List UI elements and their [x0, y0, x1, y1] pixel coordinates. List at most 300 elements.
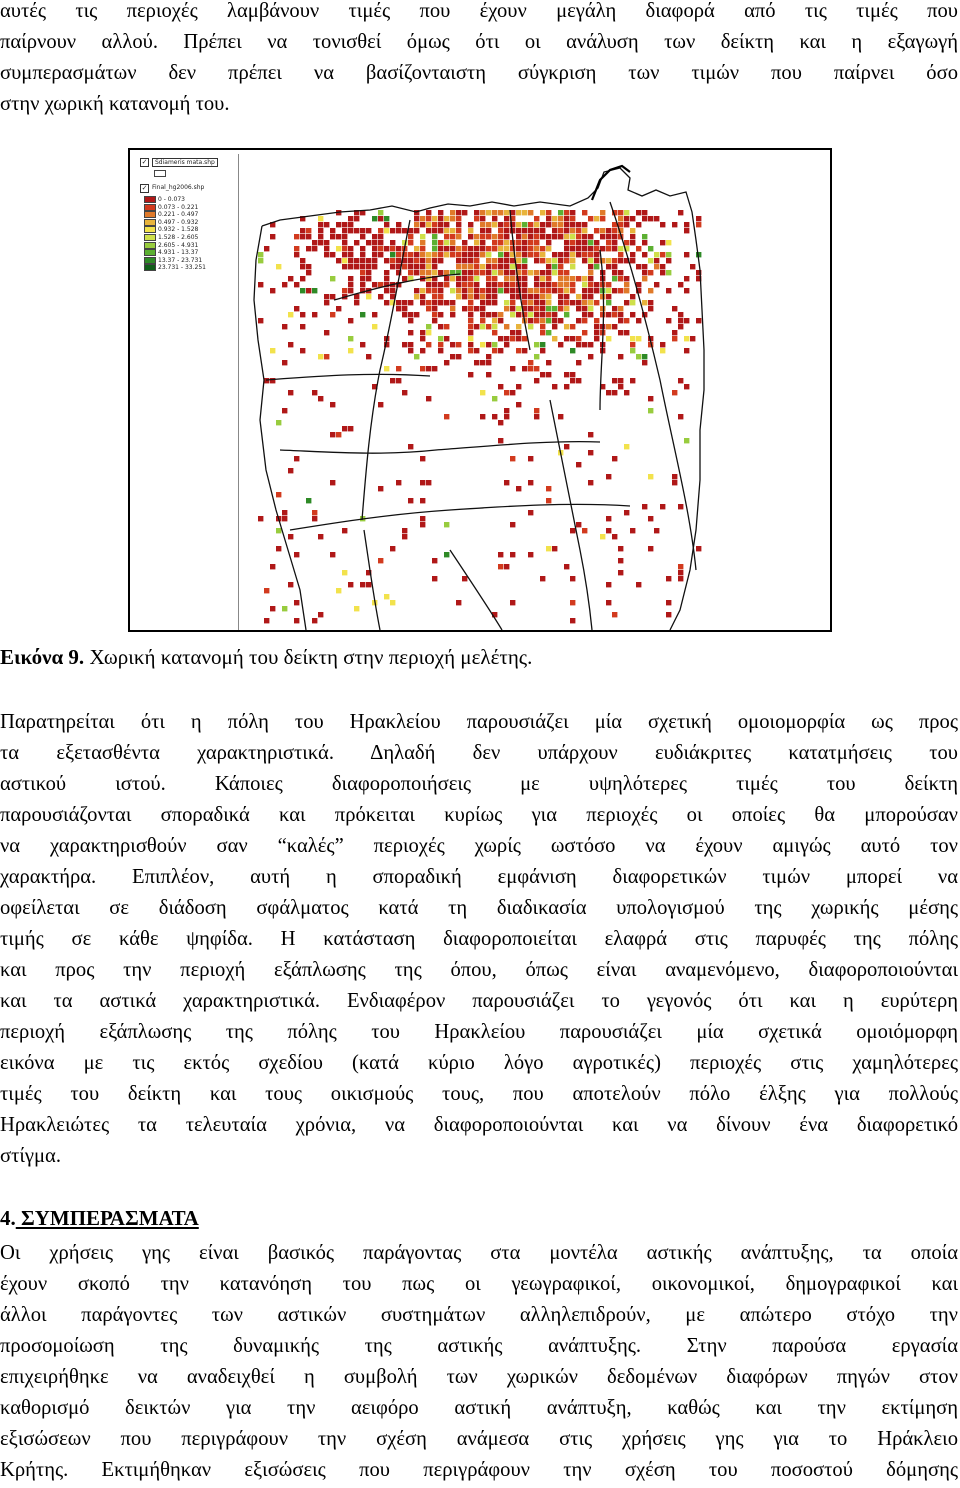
map-cell	[534, 414, 539, 419]
map-cell	[444, 414, 449, 419]
map-cell	[588, 240, 593, 245]
map-cell	[492, 258, 497, 263]
map-cell	[510, 288, 515, 293]
map-cell	[642, 360, 647, 365]
map-cell	[618, 546, 623, 551]
map-cell	[594, 324, 599, 329]
map-cell	[618, 246, 623, 251]
map-cell	[258, 258, 263, 263]
map-cell	[444, 552, 449, 557]
map-cell	[666, 258, 671, 263]
map-cell	[468, 270, 473, 275]
map-cell	[402, 300, 407, 305]
map-cell	[474, 324, 479, 329]
map-cell	[462, 282, 467, 287]
map-cell	[270, 606, 275, 611]
map-cell	[576, 378, 581, 383]
road-line	[450, 550, 502, 630]
map-cell	[540, 348, 545, 353]
map-cell	[450, 240, 455, 245]
map-cell	[390, 288, 395, 293]
map-cell	[318, 396, 323, 401]
text-line: τα εξετασθέντα χαρακτηριστικά. Δηλαδή δεν υπάρχουν ευδιάκριτες κατατμήσεις του	[0, 742, 958, 764]
map-cell	[378, 558, 383, 563]
map-cell	[492, 216, 497, 221]
map-cell	[618, 378, 623, 383]
map-cell	[360, 234, 365, 239]
map-cell	[534, 366, 539, 371]
map-cell	[414, 222, 419, 227]
map-cell	[318, 234, 323, 239]
map-cell	[582, 318, 587, 323]
map-cell	[414, 354, 419, 359]
map-cell	[606, 312, 611, 317]
map-cell	[618, 558, 623, 563]
map-cell	[390, 252, 395, 257]
map-cell	[342, 426, 347, 431]
map-cell	[546, 498, 551, 503]
map-cell	[582, 312, 587, 317]
map-cell	[456, 264, 461, 269]
map-cell	[588, 312, 593, 317]
map-cell	[438, 288, 443, 293]
map-cell	[582, 342, 587, 347]
map-cell	[288, 468, 293, 473]
map-cell	[534, 270, 539, 275]
text-line: Κρήτης. Εκτιμήθηκαν εξισώσεις που περιγράφουν την σχέση του ποσοστού δόμησης	[0, 1459, 958, 1481]
map-cell	[474, 258, 479, 263]
map-cell	[648, 306, 653, 311]
map-cell	[474, 216, 479, 221]
map-cell	[570, 528, 575, 533]
map-cell	[480, 240, 485, 245]
map-cell	[630, 258, 635, 263]
map-cell	[570, 378, 575, 383]
checkbox-icon[interactable]: ✓	[141, 184, 148, 192]
map-cell	[450, 216, 455, 221]
map-cell	[612, 612, 617, 617]
map-cell	[258, 282, 263, 287]
map-cell	[528, 312, 533, 317]
map-cell	[642, 354, 647, 359]
map-cell	[552, 324, 557, 329]
map-cell	[552, 282, 557, 287]
legend-label: 1.528 - 2.605	[158, 234, 199, 241]
map-cell	[474, 288, 479, 293]
map-cell	[690, 336, 695, 341]
map-cell	[624, 330, 629, 335]
map-cell	[612, 258, 617, 263]
map-cell	[678, 282, 683, 287]
map-cell	[342, 252, 347, 257]
map-cell	[534, 252, 539, 257]
map-cell	[546, 546, 551, 551]
map-cell	[504, 480, 509, 485]
map-cell	[540, 330, 545, 335]
map-cell	[612, 246, 617, 251]
map-cell	[582, 294, 587, 299]
map-cell	[426, 330, 431, 335]
map-cell	[474, 348, 479, 353]
map-cell	[516, 252, 521, 257]
map-cell	[552, 258, 557, 263]
map-cell	[330, 234, 335, 239]
map-cell	[426, 270, 431, 275]
checkbox-icon[interactable]: ✓	[141, 158, 148, 166]
map-cell	[372, 324, 377, 329]
map-cell	[294, 600, 299, 605]
map-cell	[372, 234, 377, 239]
map-cell	[516, 330, 521, 335]
map-cell	[456, 222, 461, 227]
map-cell	[552, 264, 557, 269]
map-cell	[624, 210, 629, 215]
map-cell	[432, 312, 437, 317]
map-cell	[474, 264, 479, 269]
map-cell	[672, 336, 677, 341]
map-cell	[510, 366, 515, 371]
map-cell	[384, 276, 389, 281]
map-cell	[510, 276, 515, 281]
text-line: στίγμα.	[0, 1145, 61, 1167]
map-cell	[528, 294, 533, 299]
map-cell	[348, 246, 353, 251]
map-cell	[438, 270, 443, 275]
map-cell	[540, 288, 545, 293]
map-cell	[582, 330, 587, 335]
map-cell	[336, 222, 341, 227]
map-cell	[336, 432, 341, 437]
map-cell	[630, 312, 635, 317]
map-cell	[546, 234, 551, 239]
map-cell	[648, 300, 653, 305]
text-line: περιοχή εξάπλωσης της πόλης του Ηρακλείου παρουσιάζει μία σχετικά ομοιόμορφη	[0, 1021, 958, 1043]
map-cell	[642, 234, 647, 239]
map-cell	[558, 300, 563, 305]
map-cell	[510, 330, 515, 335]
map-cell	[486, 360, 491, 365]
map-cell	[318, 222, 323, 227]
map-cell	[288, 342, 293, 347]
map-cell	[462, 246, 467, 251]
map-cell	[402, 528, 407, 533]
map-cell	[648, 408, 653, 413]
map-cell	[660, 240, 665, 245]
map-cell	[528, 288, 533, 293]
map-cell	[624, 300, 629, 305]
map-cell	[396, 300, 401, 305]
map-cell	[282, 360, 287, 365]
map-cell	[534, 318, 539, 323]
map-cell	[384, 228, 389, 233]
text-line: παίρνουν αλλού. Πρέπει να τονισθεί όμως ότι οι ανάλυση των δείκτη και η εξαγωγή	[0, 31, 958, 53]
map-cell	[648, 216, 653, 221]
text-line: καθορισμό δεικτών για την αειφόρο αστική ανάπτυξη, καθώς και την εκτίμηση	[0, 1397, 958, 1419]
map-cell	[450, 276, 455, 281]
map-cell	[522, 300, 527, 305]
map-cell	[498, 312, 503, 317]
map-cell	[372, 258, 377, 263]
map-cell	[450, 312, 455, 317]
map-cell	[456, 234, 461, 239]
map-cell	[462, 576, 467, 581]
map-cell	[570, 210, 575, 215]
map-cell	[534, 258, 539, 263]
map-cell	[486, 258, 491, 263]
map-cell	[390, 240, 395, 245]
map-cell	[420, 336, 425, 341]
map-cell	[588, 246, 593, 251]
map-cell	[486, 234, 491, 239]
map-cell	[606, 390, 611, 395]
map-cell	[300, 348, 305, 353]
map-cell	[534, 300, 539, 305]
map-cell	[312, 390, 317, 395]
map-cell	[612, 288, 617, 293]
map-cell	[426, 306, 431, 311]
map-cell	[408, 312, 413, 317]
map-cell	[534, 282, 539, 287]
map-cell	[516, 348, 521, 353]
map-cell	[666, 288, 671, 293]
map-cell	[558, 222, 563, 227]
map-cell	[672, 474, 677, 479]
map-cell	[528, 480, 533, 485]
map-cell	[510, 456, 515, 461]
map-cell	[696, 216, 701, 221]
map-cell	[396, 222, 401, 227]
map-cell	[348, 288, 353, 293]
map-cell	[378, 294, 383, 299]
map-cell	[468, 348, 473, 353]
map-cell	[312, 288, 317, 293]
map-cell	[516, 258, 521, 263]
map-cell	[516, 222, 521, 227]
map-cell	[372, 282, 377, 287]
map-cell	[558, 288, 563, 293]
map-cell	[504, 300, 509, 305]
map-cell	[492, 234, 497, 239]
map-cell	[426, 282, 431, 287]
map-cell	[396, 378, 401, 383]
map-cell	[612, 228, 617, 233]
map-cell	[558, 216, 563, 221]
map-cell	[384, 366, 389, 371]
map-cell	[456, 246, 461, 251]
map-cell	[552, 318, 557, 323]
map-cell	[642, 276, 647, 281]
map-cell	[576, 234, 581, 239]
map-cell	[588, 282, 593, 287]
map-cell	[654, 528, 659, 533]
map-cell	[570, 222, 575, 227]
map-cell	[342, 246, 347, 251]
map-cell	[462, 258, 467, 263]
map-cell	[636, 354, 641, 359]
map-cell	[594, 318, 599, 323]
map-cell	[684, 336, 689, 341]
map-cell	[450, 288, 455, 293]
map-cell	[282, 606, 287, 611]
map-cell	[678, 564, 683, 569]
map-cell	[666, 600, 671, 605]
map-cell	[606, 600, 611, 605]
map-cell	[672, 222, 677, 227]
map-cell	[276, 264, 281, 269]
map-cell	[486, 270, 491, 275]
map-cell	[552, 228, 557, 233]
map-cell	[492, 324, 497, 329]
map-cell	[588, 342, 593, 347]
map-cell	[480, 312, 485, 317]
map-cell	[618, 354, 623, 359]
map-cell	[564, 444, 569, 449]
map-cell	[522, 240, 527, 245]
map-cell	[618, 312, 623, 317]
map-cell	[594, 336, 599, 341]
map-cell	[510, 522, 515, 527]
map-cell	[654, 258, 659, 263]
map-cell	[402, 390, 407, 395]
map-cell	[444, 222, 449, 227]
map-cell	[678, 504, 683, 509]
map-cell	[534, 228, 539, 233]
map-cell	[600, 228, 605, 233]
map-cell	[534, 342, 539, 347]
map-cell	[684, 384, 689, 389]
text-line: Παρατηρείται ότι η πόλη του Ηρακλείου παρουσιάζει μία σχετική ομοιομορφία ως προς	[0, 711, 958, 733]
map-cell	[576, 240, 581, 245]
map-cell	[582, 528, 587, 533]
map-cell	[474, 252, 479, 257]
map-cell	[486, 324, 491, 329]
map-cell	[546, 300, 551, 305]
map-cell	[432, 288, 437, 293]
map-cell	[570, 234, 575, 239]
map-cell	[696, 318, 701, 323]
map-cell	[576, 318, 581, 323]
map-cell	[648, 474, 653, 479]
map-cell	[354, 606, 359, 611]
map-cell	[522, 234, 527, 239]
map-cell	[420, 330, 425, 335]
text-line: να χαρακτηρισθούν σαν “καλές” περιοχές χωρίς ωστόσο να έχουν αμιγώς αυτό τον	[0, 835, 958, 857]
map-cell	[498, 270, 503, 275]
map-cell	[456, 258, 461, 263]
map-cell	[432, 576, 437, 581]
map-cell	[600, 294, 605, 299]
map-cell	[438, 336, 443, 341]
map-cell	[408, 444, 413, 449]
map-cell	[312, 516, 317, 521]
text-line: τιμές του δείκτη και τους οικισμούς τους, που αποτελούν πόλο έλξης για πολλούς	[0, 1083, 958, 1105]
map-cell	[456, 288, 461, 293]
text-line: τιμής σε κάθε ψηφίδα. Η κατάσταση διαφοροποιείται ελαφρά στις παρυφές της πόλης	[0, 928, 958, 950]
map-cell	[630, 252, 635, 257]
map-cell	[492, 348, 497, 353]
map-cell	[648, 516, 653, 521]
map-cell	[582, 234, 587, 239]
map-cell	[288, 582, 293, 587]
legend-label: 23.731 - 33.251	[158, 264, 206, 272]
map-cell	[438, 246, 443, 251]
map-cell	[456, 282, 461, 287]
map-cell	[462, 276, 467, 281]
map-cell	[504, 564, 509, 569]
map-cell	[570, 240, 575, 245]
map-cell	[666, 576, 671, 581]
map-cell	[612, 312, 617, 317]
map-cell	[480, 270, 485, 275]
map-cell	[678, 576, 683, 581]
map-cell	[462, 294, 467, 299]
map-cell	[456, 228, 461, 233]
map-cell	[390, 600, 395, 605]
map-cell	[348, 258, 353, 263]
map-cell	[492, 210, 497, 215]
map-cell	[318, 354, 323, 359]
map-cell	[366, 270, 371, 275]
map-cell	[426, 480, 431, 485]
map-cell	[606, 582, 611, 587]
map-cell	[582, 228, 587, 233]
map-cell	[474, 276, 479, 281]
map-cell	[408, 240, 413, 245]
map-cell	[522, 258, 527, 263]
map-cell	[630, 528, 635, 533]
map-cell	[450, 306, 455, 311]
map-cell	[498, 264, 503, 269]
map-cell	[582, 258, 587, 263]
map-cell	[420, 522, 425, 527]
map-cell	[528, 270, 533, 275]
map-cell	[360, 228, 365, 233]
map-cell	[516, 384, 521, 389]
map-cell	[492, 330, 497, 335]
map-cell	[498, 552, 503, 557]
map-cell	[354, 228, 359, 233]
map-cell	[288, 312, 293, 317]
map-cell	[546, 216, 551, 221]
map-cell	[474, 294, 479, 299]
map-cell	[576, 522, 581, 527]
map-cell	[450, 246, 455, 251]
map-cell	[498, 348, 503, 353]
map-cell	[618, 330, 623, 335]
map-cell	[564, 258, 569, 263]
map-cell	[564, 294, 569, 299]
map-cell	[336, 588, 341, 593]
map-cell	[564, 240, 569, 245]
map-cell	[426, 258, 431, 263]
map-cell	[432, 252, 437, 257]
coastline	[592, 166, 630, 200]
map-cell	[630, 216, 635, 221]
map-cell	[672, 390, 677, 395]
map-cell	[588, 480, 593, 485]
map-cell	[450, 252, 455, 257]
map-cell	[654, 282, 659, 287]
map-cell	[576, 276, 581, 281]
map-cell	[612, 534, 617, 539]
map-cell	[306, 264, 311, 269]
map-cell	[516, 324, 521, 329]
map-cell	[432, 282, 437, 287]
map-cell	[360, 342, 365, 347]
map-cell	[486, 276, 491, 281]
map-cell	[480, 210, 485, 215]
map-cell	[630, 234, 635, 239]
